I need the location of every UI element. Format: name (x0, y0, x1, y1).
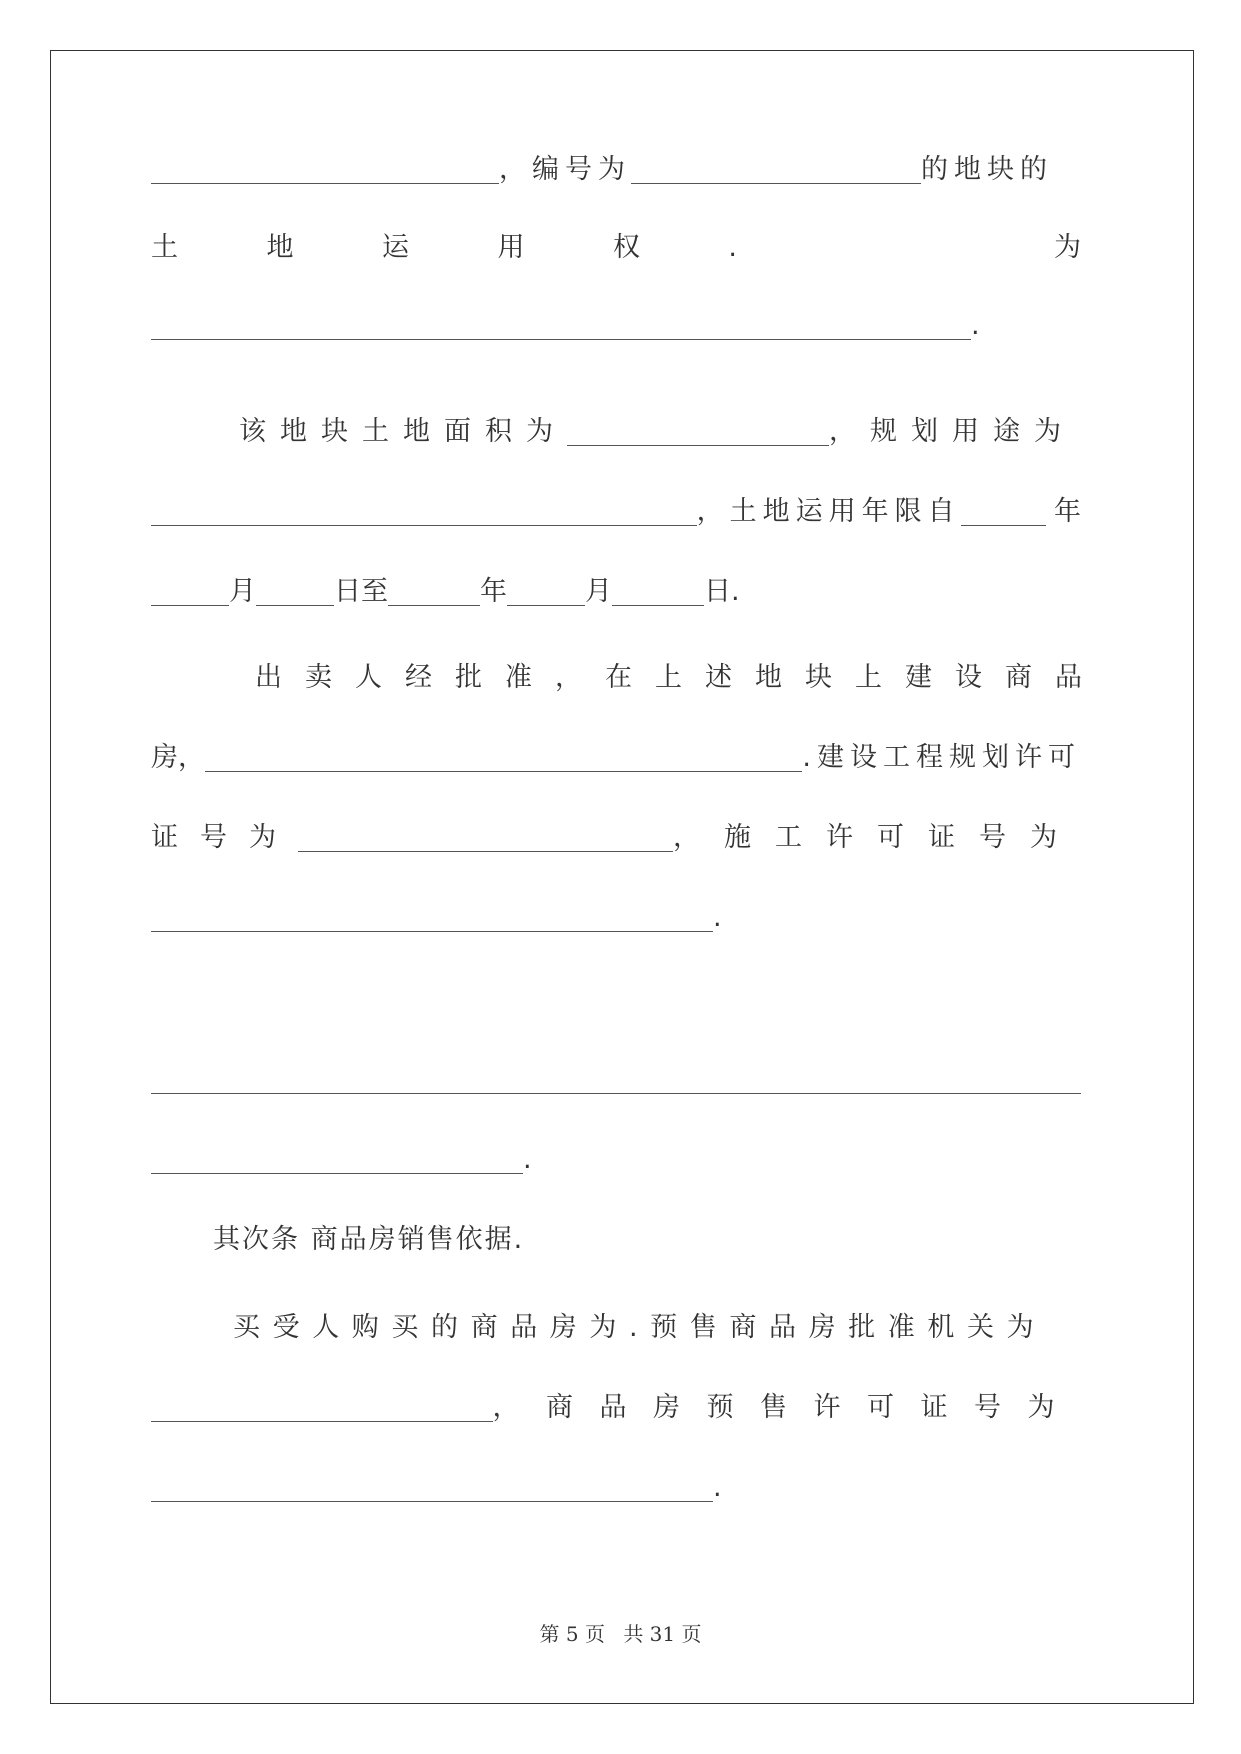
fill-blank (151, 1063, 1081, 1094)
text-char: 权 (612, 232, 640, 263)
text-segment: 该地块土地面积为 (239, 416, 567, 447)
fill-blank (256, 575, 334, 606)
text-char: 用 (497, 232, 525, 263)
fill-blank (151, 901, 713, 932)
text-line (151, 1140, 1081, 1180)
fill-blank (567, 415, 829, 446)
text-segment: . (523, 1144, 532, 1175)
text-segment: ，规划用途为 (829, 416, 1075, 447)
text-segment: . (971, 310, 980, 341)
fill-blank (151, 309, 971, 340)
text-char: . (728, 232, 738, 263)
fill-blank (151, 153, 499, 184)
text-line (151, 738, 1081, 778)
text-segment: . (713, 902, 722, 933)
page-footer (0, 1618, 1241, 1647)
fill-blank (388, 575, 480, 606)
text-segment: ，土地运用年限自 (696, 496, 961, 527)
text-char: 运 (381, 232, 409, 263)
text-segment: .建设工程规划许可 (802, 742, 1081, 773)
fill-blank (151, 495, 697, 526)
text-line (151, 818, 1081, 858)
page-number: 第 5 页 (539, 1622, 605, 1646)
fill-blank (507, 575, 585, 606)
page-border (50, 50, 1194, 1704)
text-segment: . (713, 1472, 722, 1503)
fill-blank (961, 495, 1046, 526)
text-segment: 年 (1054, 496, 1081, 527)
text-segment: 月 (585, 576, 612, 607)
text-line (151, 306, 1081, 346)
text-char: 地 (266, 232, 294, 263)
fill-blank (151, 575, 229, 606)
text-segment: 买受人购买的商品房为.预售商品房批准机关为 (233, 1312, 1047, 1343)
fill-blank (298, 821, 673, 852)
text-segment: 日. (704, 576, 740, 607)
text-line (151, 898, 1081, 938)
text-segment: 月 (229, 576, 256, 607)
text-line (255, 658, 1105, 698)
fill-blank (205, 741, 802, 772)
section-heading (151, 1220, 1081, 1260)
text-line (151, 228, 1081, 268)
text-segment: 的地块的 (921, 154, 1053, 185)
text-line (151, 1468, 1081, 1508)
text-line (233, 1308, 1081, 1348)
fill-blank (151, 1391, 493, 1422)
text-char: 为 (1053, 232, 1081, 263)
text-segment: 出卖人经批准，在上述地块上建设商品 (255, 662, 1105, 693)
fill-blank (631, 153, 921, 184)
text-line (151, 1388, 1081, 1428)
fill-blank (151, 1143, 523, 1174)
fill-blank (612, 575, 704, 606)
text-segment: ，商品房预售许可证号为 (492, 1392, 1081, 1423)
text-segment: 房， (151, 742, 205, 773)
text-line (151, 1060, 1081, 1100)
text-line (151, 492, 1081, 532)
page-total: 共 31 页 (623, 1622, 702, 1646)
text-segment: 日至 (334, 576, 388, 607)
text-segment: ，施工许可证号为 (673, 822, 1081, 853)
fill-blank (151, 1471, 713, 1502)
text-char: 土 (151, 232, 178, 263)
text-segment: 证号为 (151, 822, 298, 853)
heading-text: 其次条 商品房销售依据. (213, 1224, 525, 1255)
text-segment: 年 (480, 576, 507, 607)
text-line (151, 572, 1081, 612)
text-line (151, 150, 1081, 190)
text-line (151, 412, 1081, 452)
text-segment: ，编号为 (499, 154, 631, 185)
